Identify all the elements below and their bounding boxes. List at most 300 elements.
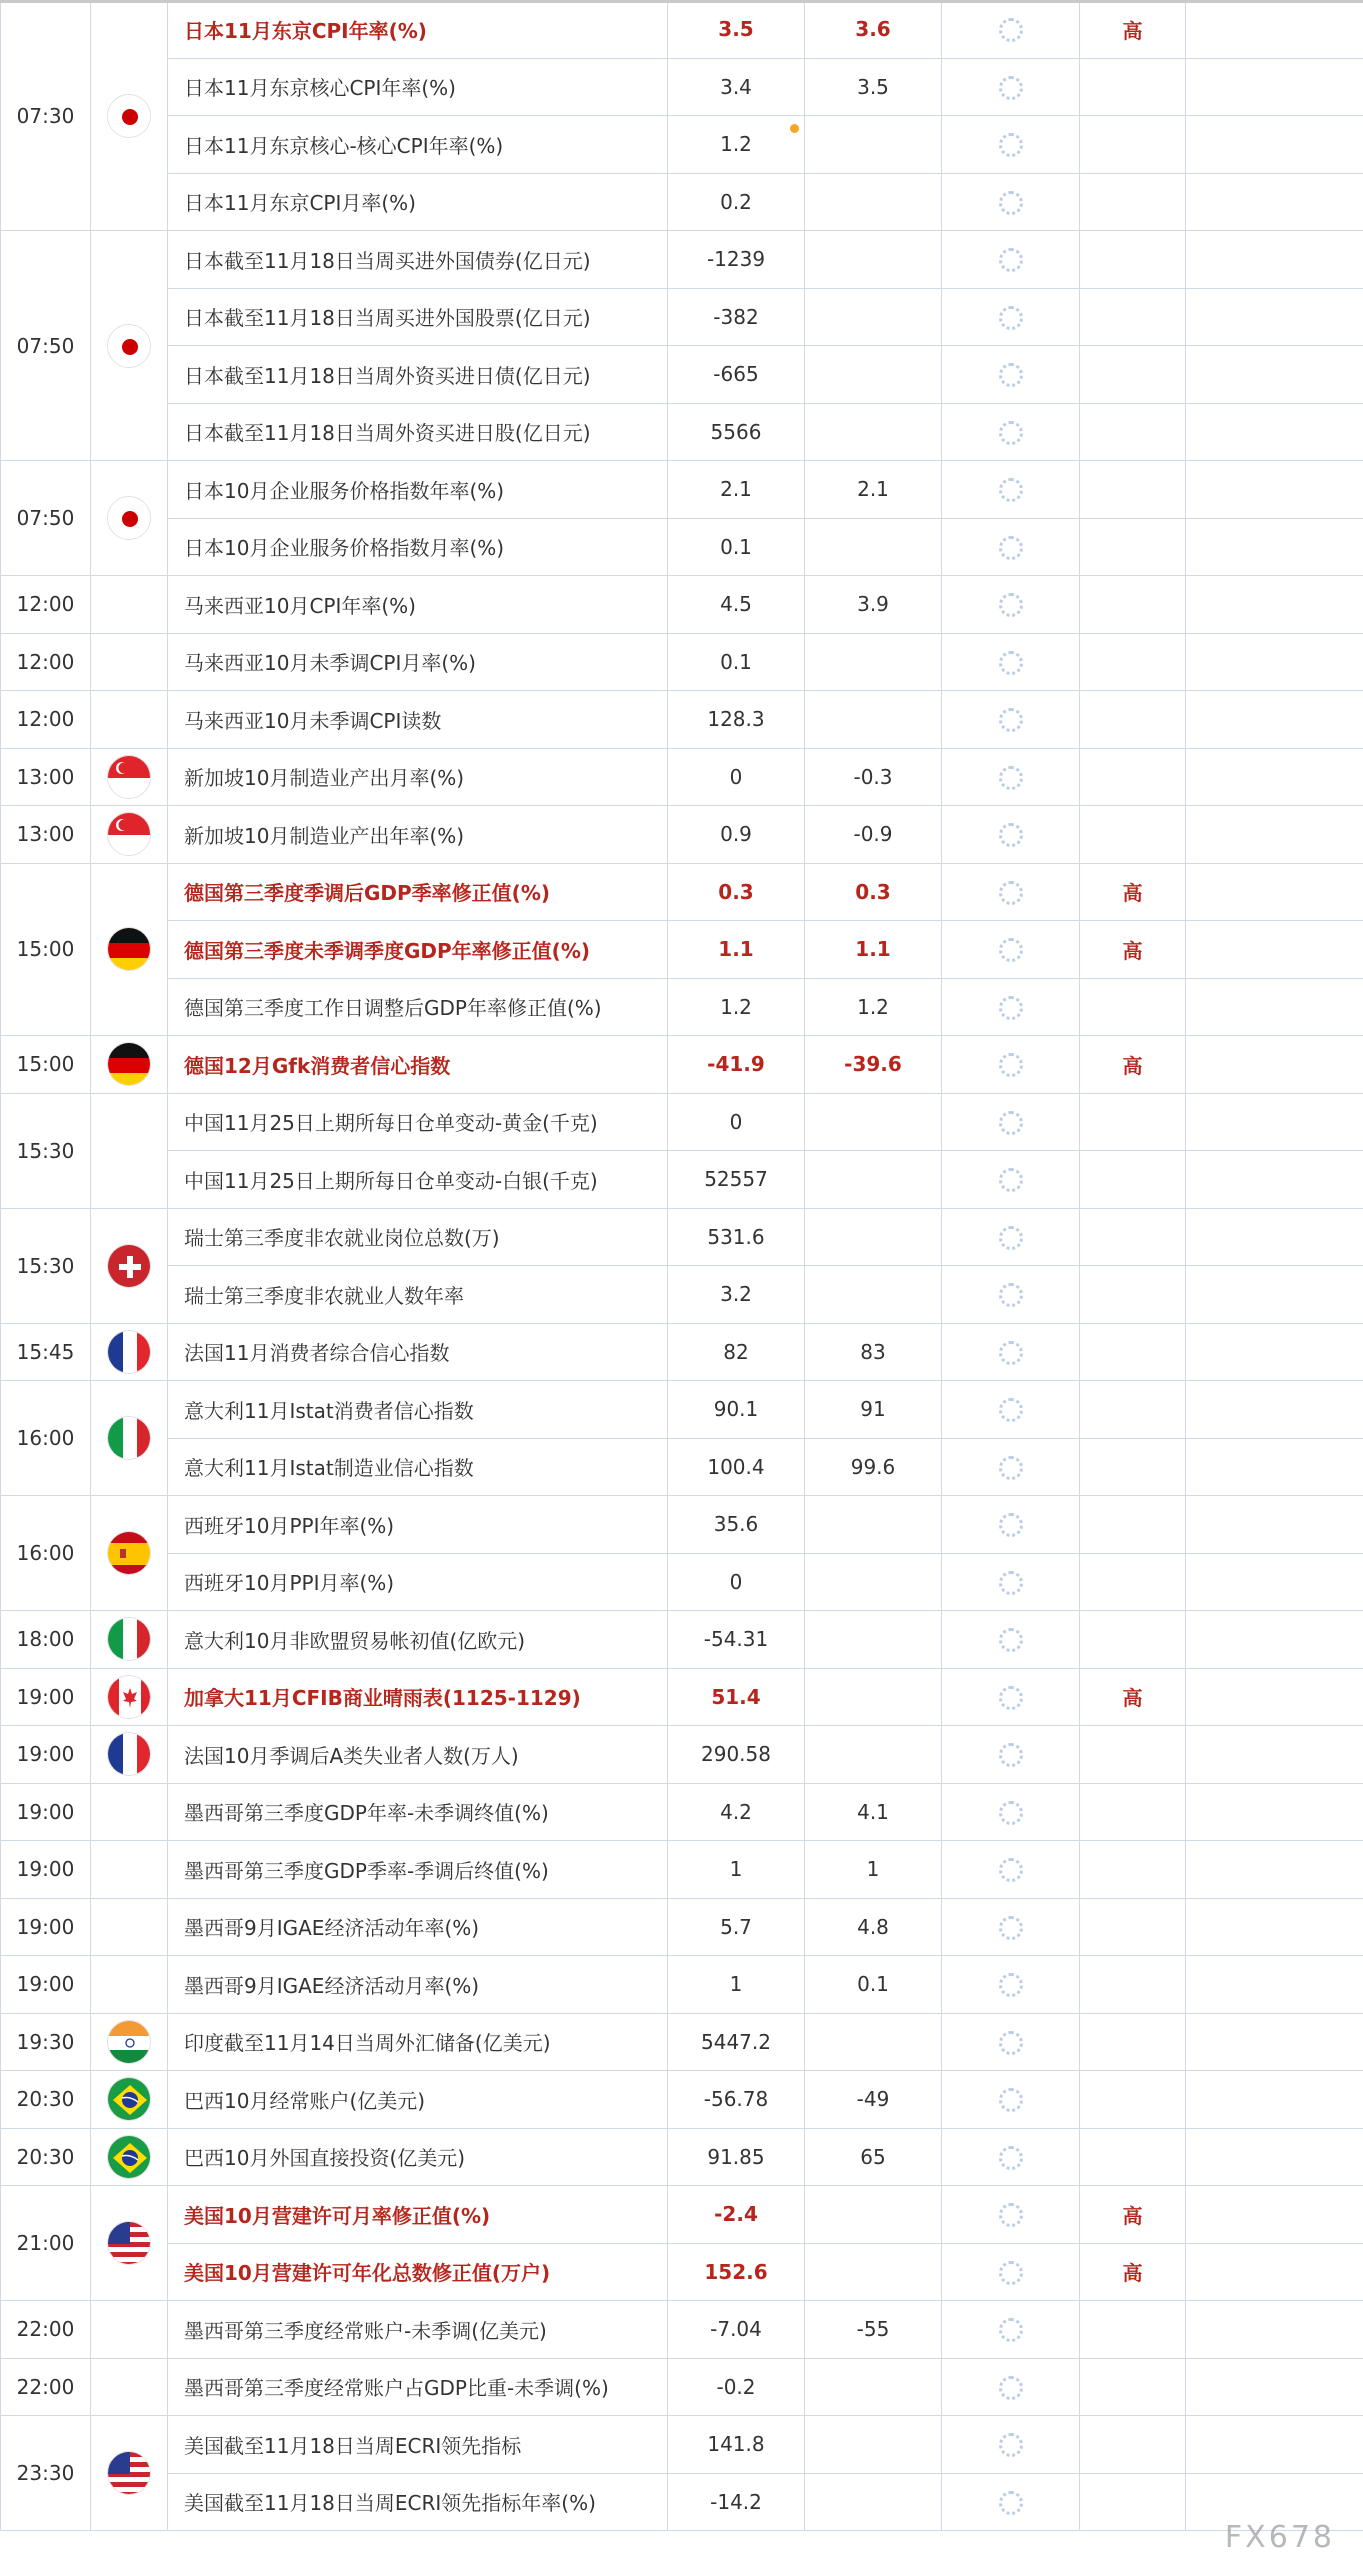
event-name[interactable]: 德国12月Gfk消费者信心指数 xyxy=(168,1036,668,1094)
previous-value-cell xyxy=(942,1036,1080,1094)
event-name[interactable]: 意大利11月Istat消费者信心指数 xyxy=(168,1381,668,1439)
loading-spinner-icon xyxy=(999,2491,1023,2515)
event-name[interactable]: 中国11月25日上期所每日仓单变动-黄金(千克) xyxy=(168,1093,668,1151)
actual-value xyxy=(668,288,805,346)
country-flag-cell xyxy=(91,2071,168,2129)
actual-value xyxy=(668,2416,805,2474)
event-name[interactable]: 日本11月东京核心CPI年率(%) xyxy=(168,58,668,116)
table-row[interactable] xyxy=(1,2473,1363,2531)
loading-spinner-icon xyxy=(999,2376,1023,2400)
previous-value-cell xyxy=(942,576,1080,634)
blank-cell xyxy=(1186,2416,1363,2474)
blank-cell xyxy=(1186,173,1363,231)
table-row[interactable] xyxy=(1,518,1363,576)
event-name[interactable]: 日本11月东京CPI月率(%) xyxy=(168,173,668,231)
loading-spinner-icon xyxy=(999,1398,1023,1422)
actual-value-text: 290.58 xyxy=(701,1742,771,1767)
importance-label xyxy=(1080,1783,1186,1841)
importance-label: 高 xyxy=(1080,1,1186,59)
actual-value-text: 100.4 xyxy=(707,1454,765,1479)
table-row[interactable] xyxy=(1,1553,1363,1611)
actual-value xyxy=(668,2358,805,2416)
event-name[interactable]: 西班牙10月PPI年率(%) xyxy=(168,1496,668,1554)
blank-cell xyxy=(1186,978,1363,1036)
loading-spinner-icon xyxy=(999,76,1023,100)
actual-value-text: 35.6 xyxy=(713,1512,759,1537)
actual-value-text: 0.2 xyxy=(720,189,752,214)
table-row[interactable] xyxy=(1,978,1363,1036)
previous-value-cell xyxy=(942,1151,1080,1209)
india-flag-icon xyxy=(107,2020,151,2064)
forecast-value xyxy=(805,1611,942,1669)
loading-spinner-icon xyxy=(999,18,1023,42)
actual-value-text: -54.31 xyxy=(703,1627,769,1652)
event-name[interactable]: 中国11月25日上期所每日仓单变动-白银(千克) xyxy=(168,1151,668,1209)
table-row[interactable] xyxy=(1,1151,1363,1209)
previous-value-cell xyxy=(942,2243,1080,2301)
loading-spinner-icon xyxy=(999,881,1023,905)
forecast-value xyxy=(805,1668,942,1726)
blank-cell xyxy=(1186,2128,1363,2186)
forecast-value: 0.1 xyxy=(805,1956,942,2014)
previous-value-cell xyxy=(942,346,1080,404)
event-name[interactable]: 日本截至11月18日当周外资买进日股(亿日元) xyxy=(168,403,668,461)
table-row[interactable] xyxy=(1,1956,1363,2014)
event-time: 22:00 xyxy=(1,2358,91,2416)
country-flag-cell xyxy=(91,461,168,576)
table-row[interactable] xyxy=(1,2186,1363,2244)
italy-flag-icon xyxy=(107,1617,151,1661)
blank-cell xyxy=(1186,863,1363,921)
actual-value xyxy=(668,1553,805,1611)
country-flag-cell xyxy=(91,1323,168,1381)
actual-value-text: 4.5 xyxy=(720,592,752,617)
country-flag-cell xyxy=(91,2186,168,2301)
table-row[interactable] xyxy=(1,231,1363,289)
actual-value xyxy=(668,1151,805,1209)
loading-spinner-icon xyxy=(999,248,1023,272)
previous-value-cell xyxy=(942,2013,1080,2071)
importance-label xyxy=(1080,2301,1186,2359)
importance-label xyxy=(1080,1956,1186,2014)
event-time: 07:50 xyxy=(1,461,91,576)
event-name[interactable]: 墨西哥第三季度GDP年率-未季调终值(%) xyxy=(168,1783,668,1841)
actual-value xyxy=(668,1208,805,1266)
previous-value-cell xyxy=(942,518,1080,576)
actual-value xyxy=(668,1266,805,1324)
actual-value xyxy=(668,231,805,289)
italy-flag-icon xyxy=(107,1416,151,1460)
importance-label xyxy=(1080,576,1186,634)
blank-cell xyxy=(1186,403,1363,461)
event-name[interactable]: 日本11月东京CPI年率(%) xyxy=(168,1,668,59)
actual-value-text: 1.2 xyxy=(720,132,752,157)
importance-label xyxy=(1080,2473,1186,2531)
country-flag-cell xyxy=(91,1496,168,1611)
actual-value xyxy=(668,1956,805,2014)
event-time: 21:00 xyxy=(1,2186,91,2301)
table-row[interactable] xyxy=(1,346,1363,404)
table-row[interactable] xyxy=(1,633,1363,691)
event-name[interactable]: 马来西亚10月未季调CPI月率(%) xyxy=(168,633,668,691)
loading-spinner-icon xyxy=(999,421,1023,445)
table-row[interactable] xyxy=(1,1093,1363,1151)
country-flag-cell xyxy=(91,2416,168,2531)
actual-value-text: -7.04 xyxy=(710,2317,762,2342)
blank-cell xyxy=(1186,1726,1363,1784)
country-flag-cell xyxy=(91,1208,168,1323)
importance-label xyxy=(1080,1151,1186,1209)
germany-flag-icon xyxy=(107,927,151,971)
country-flag-cell xyxy=(91,1668,168,1726)
importance-label xyxy=(1080,1726,1186,1784)
event-name[interactable]: 墨西哥9月IGAE经济活动月率(%) xyxy=(168,1956,668,2014)
importance-label xyxy=(1080,1611,1186,1669)
previous-value-cell xyxy=(942,2416,1080,2474)
forecast-value xyxy=(805,2473,942,2531)
forecast-value xyxy=(805,2186,942,2244)
event-name[interactable]: 德国第三季度季调后GDP季率修正值(%) xyxy=(168,863,668,921)
table-row[interactable] xyxy=(1,116,1363,174)
country-flag-cell xyxy=(91,748,168,806)
actual-value xyxy=(668,576,805,634)
forecast-value xyxy=(805,2013,942,2071)
country-flag-cell xyxy=(91,1841,168,1899)
event-time: 16:00 xyxy=(1,1496,91,1611)
blank-cell xyxy=(1186,921,1363,979)
importance-label xyxy=(1080,633,1186,691)
event-time: 19:00 xyxy=(1,1841,91,1899)
brazil-flag-icon xyxy=(107,2077,151,2121)
table-row[interactable] xyxy=(1,1496,1363,1554)
event-name[interactable]: 新加坡10月制造业产出月率(%) xyxy=(168,748,668,806)
loading-spinner-icon xyxy=(999,1513,1023,1537)
table-row[interactable] xyxy=(1,1726,1363,1784)
event-name[interactable]: 德国第三季度未季调季度GDP年率修正值(%) xyxy=(168,921,668,979)
table-row[interactable] xyxy=(1,1668,1363,1726)
loading-spinner-icon xyxy=(999,2031,1023,2055)
table-row[interactable] xyxy=(1,2013,1363,2071)
table-row[interactable] xyxy=(1,2416,1363,2474)
loading-spinner-icon xyxy=(999,1341,1023,1365)
importance-label xyxy=(1080,2128,1186,2186)
event-name[interactable]: 加拿大11月CFIB商业晴雨表(1125-1129) xyxy=(168,1668,668,1726)
loading-spinner-icon xyxy=(999,766,1023,790)
country-flag-cell xyxy=(91,1093,168,1208)
usa-flag-icon xyxy=(107,2451,151,2495)
actual-value-text: -0.2 xyxy=(716,2374,756,2399)
event-name[interactable]: 印度截至11月14日当周外汇储备(亿美元) xyxy=(168,2013,668,2071)
forecast-value xyxy=(805,1151,942,1209)
actual-value xyxy=(668,1093,805,1151)
actual-value xyxy=(668,2128,805,2186)
actual-value xyxy=(668,921,805,979)
event-name[interactable]: 巴西10月外国直接投资(亿美元) xyxy=(168,2128,668,2186)
table-row[interactable] xyxy=(1,461,1363,519)
actual-value-text: -41.9 xyxy=(707,1052,765,1077)
table-row[interactable] xyxy=(1,921,1363,979)
event-name[interactable]: 日本截至11月18日当周外资买进日债(亿日元) xyxy=(168,346,668,404)
table-row[interactable] xyxy=(1,576,1363,634)
event-name[interactable]: 西班牙10月PPI月率(%) xyxy=(168,1553,668,1611)
blank-cell xyxy=(1186,2071,1363,2129)
table-row[interactable] xyxy=(1,2243,1363,2301)
actual-value-text: 5566 xyxy=(710,419,762,444)
country-flag-cell xyxy=(91,691,168,749)
actual-value xyxy=(668,1841,805,1899)
actual-value-text: -56.78 xyxy=(703,2087,769,2112)
blank-cell xyxy=(1186,2186,1363,2244)
actual-value-text: 128.3 xyxy=(707,707,765,732)
actual-value xyxy=(668,2243,805,2301)
event-time: 13:00 xyxy=(1,806,91,864)
forecast-value: 4.8 xyxy=(805,1898,942,1956)
importance-label xyxy=(1080,1553,1186,1611)
event-name[interactable]: 墨西哥第三季度经常账户占GDP比重-未季调(%) xyxy=(168,2358,668,2416)
table-row[interactable] xyxy=(1,1841,1363,1899)
table-row[interactable] xyxy=(1,748,1363,806)
event-time: 12:00 xyxy=(1,691,91,749)
event-time: 15:30 xyxy=(1,1208,91,1323)
table-row[interactable] xyxy=(1,288,1363,346)
importance-label xyxy=(1080,403,1186,461)
event-name[interactable]: 美国10月营建许可年化总数修正值(万户) xyxy=(168,2243,668,2301)
blank-cell xyxy=(1186,2358,1363,2416)
actual-value xyxy=(668,1323,805,1381)
previous-value-cell xyxy=(942,748,1080,806)
table-row[interactable] xyxy=(1,58,1363,116)
actual-value xyxy=(668,748,805,806)
france-flag-icon xyxy=(107,1732,151,1776)
forecast-value: -0.9 xyxy=(805,806,942,864)
previous-value-cell xyxy=(942,2186,1080,2244)
forecast-value xyxy=(805,2243,942,2301)
event-name[interactable]: 意大利10月非欧盟贸易帐初值(亿欧元) xyxy=(168,1611,668,1669)
previous-value-cell xyxy=(942,2071,1080,2129)
actual-value-text: 1 xyxy=(729,1972,743,1997)
table-row[interactable] xyxy=(1,1036,1363,1094)
forecast-value: 2.1 xyxy=(805,461,942,519)
forecast-value xyxy=(805,2358,942,2416)
loading-spinner-icon xyxy=(999,478,1023,502)
table-row[interactable] xyxy=(1,1438,1363,1496)
singapore-flag-icon xyxy=(107,812,151,856)
actual-value xyxy=(668,1726,805,1784)
table-row[interactable] xyxy=(1,2358,1363,2416)
event-name[interactable]: 意大利11月Istat制造业信心指数 xyxy=(168,1438,668,1496)
loading-spinner-icon xyxy=(999,1571,1023,1595)
loading-spinner-icon xyxy=(999,1226,1023,1250)
blank-cell xyxy=(1186,2301,1363,2359)
event-name[interactable]: 巴西10月经常账户(亿美元) xyxy=(168,2071,668,2129)
switzerland-flag-icon xyxy=(107,1244,151,1288)
event-name[interactable]: 日本11月东京核心-核心CPI年率(%) xyxy=(168,116,668,174)
country-flag-cell xyxy=(91,806,168,864)
importance-label xyxy=(1080,461,1186,519)
blank-cell xyxy=(1186,346,1363,404)
event-name[interactable]: 法国10月季调后A类失业者人数(万人) xyxy=(168,1726,668,1784)
event-time: 12:00 xyxy=(1,633,91,691)
previous-value-cell xyxy=(942,1553,1080,1611)
actual-value xyxy=(668,1438,805,1496)
blank-cell xyxy=(1186,1668,1363,1726)
table-row[interactable] xyxy=(1,1,1363,59)
previous-value-cell xyxy=(942,633,1080,691)
loading-spinner-icon xyxy=(999,2088,1023,2112)
france-flag-icon xyxy=(107,1330,151,1374)
event-name[interactable]: 美国截至11月18日当周ECRI领先指标年率(%) xyxy=(168,2473,668,2531)
blank-cell xyxy=(1186,1381,1363,1439)
table-row[interactable] xyxy=(1,1208,1363,1266)
event-time: 19:00 xyxy=(1,1726,91,1784)
country-flag-cell xyxy=(91,863,168,1036)
forecast-value: 1.2 xyxy=(805,978,942,1036)
calendar-body xyxy=(1,1,1363,2531)
event-name[interactable]: 墨西哥第三季度经常账户-未季调(亿美元) xyxy=(168,2301,668,2359)
country-flag-cell xyxy=(91,576,168,634)
previous-value-cell xyxy=(942,2358,1080,2416)
event-name[interactable]: 马来西亚10月CPI年率(%) xyxy=(168,576,668,634)
actual-value xyxy=(668,2013,805,2071)
forecast-value: -39.6 xyxy=(805,1036,942,1094)
actual-value xyxy=(668,2301,805,2359)
event-time: 19:00 xyxy=(1,1783,91,1841)
previous-value-cell xyxy=(942,1208,1080,1266)
previous-value-cell xyxy=(942,116,1080,174)
importance-label xyxy=(1080,1438,1186,1496)
event-time: 16:00 xyxy=(1,1381,91,1496)
blank-cell xyxy=(1186,1496,1363,1554)
table-row[interactable] xyxy=(1,1266,1363,1324)
event-time: 07:30 xyxy=(1,1,91,231)
country-flag-cell xyxy=(91,1,168,231)
blank-cell xyxy=(1186,748,1363,806)
spain-flag-icon xyxy=(107,1531,151,1575)
actual-value-text: 91.85 xyxy=(707,2144,765,2169)
japan-flag-icon xyxy=(107,94,151,138)
loading-spinner-icon xyxy=(999,593,1023,617)
table-row[interactable] xyxy=(1,1381,1363,1439)
usa-flag-icon xyxy=(107,2221,151,2265)
actual-value xyxy=(668,1898,805,1956)
forecast-value xyxy=(805,1266,942,1324)
forecast-value: 83 xyxy=(805,1323,942,1381)
actual-value xyxy=(668,1036,805,1094)
table-row[interactable] xyxy=(1,1783,1363,1841)
loading-spinner-icon xyxy=(999,2203,1023,2227)
actual-value-text: -14.2 xyxy=(710,2489,762,2514)
actual-value xyxy=(668,1,805,59)
event-name[interactable]: 墨西哥第三季度GDP季率-季调后终值(%) xyxy=(168,1841,668,1899)
table-row[interactable] xyxy=(1,691,1363,749)
importance-label xyxy=(1080,1208,1186,1266)
country-flag-cell xyxy=(91,2128,168,2186)
table-row[interactable] xyxy=(1,1611,1363,1669)
actual-value xyxy=(668,633,805,691)
event-name[interactable]: 德国第三季度工作日调整后GDP年率修正值(%) xyxy=(168,978,668,1036)
event-name[interactable]: 美国10月营建许可月率修正值(%) xyxy=(168,2186,668,2244)
actual-value xyxy=(668,1496,805,1554)
event-time: 19:30 xyxy=(1,2013,91,2071)
table-row[interactable] xyxy=(1,863,1363,921)
event-name[interactable]: 瑞士第三季度非农就业人数年率 xyxy=(168,1266,668,1324)
previous-value-cell xyxy=(942,1323,1080,1381)
importance-label: 高 xyxy=(1080,921,1186,979)
country-flag-cell xyxy=(91,633,168,691)
blank-cell xyxy=(1186,1208,1363,1266)
actual-value-text: 1 xyxy=(729,1857,743,1882)
event-name[interactable]: 日本截至11月18日当周买进外国债券(亿日元) xyxy=(168,231,668,289)
table-row[interactable] xyxy=(1,173,1363,231)
previous-value-cell xyxy=(942,1898,1080,1956)
table-row[interactable] xyxy=(1,2301,1363,2359)
previous-value-cell xyxy=(942,58,1080,116)
forecast-value xyxy=(805,403,942,461)
loading-spinner-icon xyxy=(999,2433,1023,2457)
event-name[interactable]: 马来西亚10月未季调CPI读数 xyxy=(168,691,668,749)
previous-value-cell xyxy=(942,1841,1080,1899)
blank-cell xyxy=(1186,58,1363,116)
table-row[interactable] xyxy=(1,2071,1363,2129)
importance-label xyxy=(1080,1898,1186,1956)
event-name[interactable]: 瑞士第三季度非农就业岗位总数(万) xyxy=(168,1208,668,1266)
watermark-logo: FX678 xyxy=(1224,2520,1335,2555)
event-time: 15:30 xyxy=(1,1093,91,1208)
actual-value-text: 51.4 xyxy=(711,1684,761,1709)
event-name[interactable]: 美国截至11月18日当周ECRI领先指标 xyxy=(168,2416,668,2474)
importance-label xyxy=(1080,748,1186,806)
loading-spinner-icon xyxy=(999,133,1023,157)
importance-label xyxy=(1080,1266,1186,1324)
event-time: 15:00 xyxy=(1,1036,91,1094)
loading-spinner-icon xyxy=(999,1168,1023,1192)
actual-value-text: 5.7 xyxy=(720,1914,752,1939)
importance-label: 高 xyxy=(1080,863,1186,921)
event-name[interactable]: 新加坡10月制造业产出年率(%) xyxy=(168,806,668,864)
country-flag-cell xyxy=(91,2358,168,2416)
importance-label: 高 xyxy=(1080,1668,1186,1726)
table-row[interactable] xyxy=(1,1323,1363,1381)
event-name[interactable]: 墨西哥9月IGAE经济活动年率(%) xyxy=(168,1898,668,1956)
event-name[interactable]: 日本10月企业服务价格指数年率(%) xyxy=(168,461,668,519)
event-name[interactable]: 日本截至11月18日当周买进外国股票(亿日元) xyxy=(168,288,668,346)
previous-value-cell xyxy=(942,1496,1080,1554)
event-name[interactable]: 日本10月企业服务价格指数月率(%) xyxy=(168,518,668,576)
table-row[interactable] xyxy=(1,1898,1363,1956)
actual-value-text: 531.6 xyxy=(707,1224,765,1249)
importance-label xyxy=(1080,2071,1186,2129)
previous-value-cell xyxy=(942,1726,1080,1784)
blank-cell xyxy=(1186,288,1363,346)
event-time: 19:00 xyxy=(1,1898,91,1956)
table-row[interactable] xyxy=(1,806,1363,864)
table-row[interactable] xyxy=(1,2128,1363,2186)
loading-spinner-icon xyxy=(999,1743,1023,1767)
country-flag-cell xyxy=(91,2013,168,2071)
blank-cell xyxy=(1186,691,1363,749)
blank-cell xyxy=(1186,116,1363,174)
table-row[interactable] xyxy=(1,403,1363,461)
event-time: 07:50 xyxy=(1,231,91,461)
actual-value-text: 0 xyxy=(729,1109,743,1134)
actual-value-text: 0 xyxy=(729,1569,743,1594)
loading-spinner-icon xyxy=(999,363,1023,387)
blank-cell xyxy=(1186,2013,1363,2071)
actual-value-text: 0.1 xyxy=(720,534,752,559)
event-name[interactable]: 法国11月消费者综合信心指数 xyxy=(168,1323,668,1381)
loading-spinner-icon xyxy=(999,536,1023,560)
importance-label xyxy=(1080,518,1186,576)
